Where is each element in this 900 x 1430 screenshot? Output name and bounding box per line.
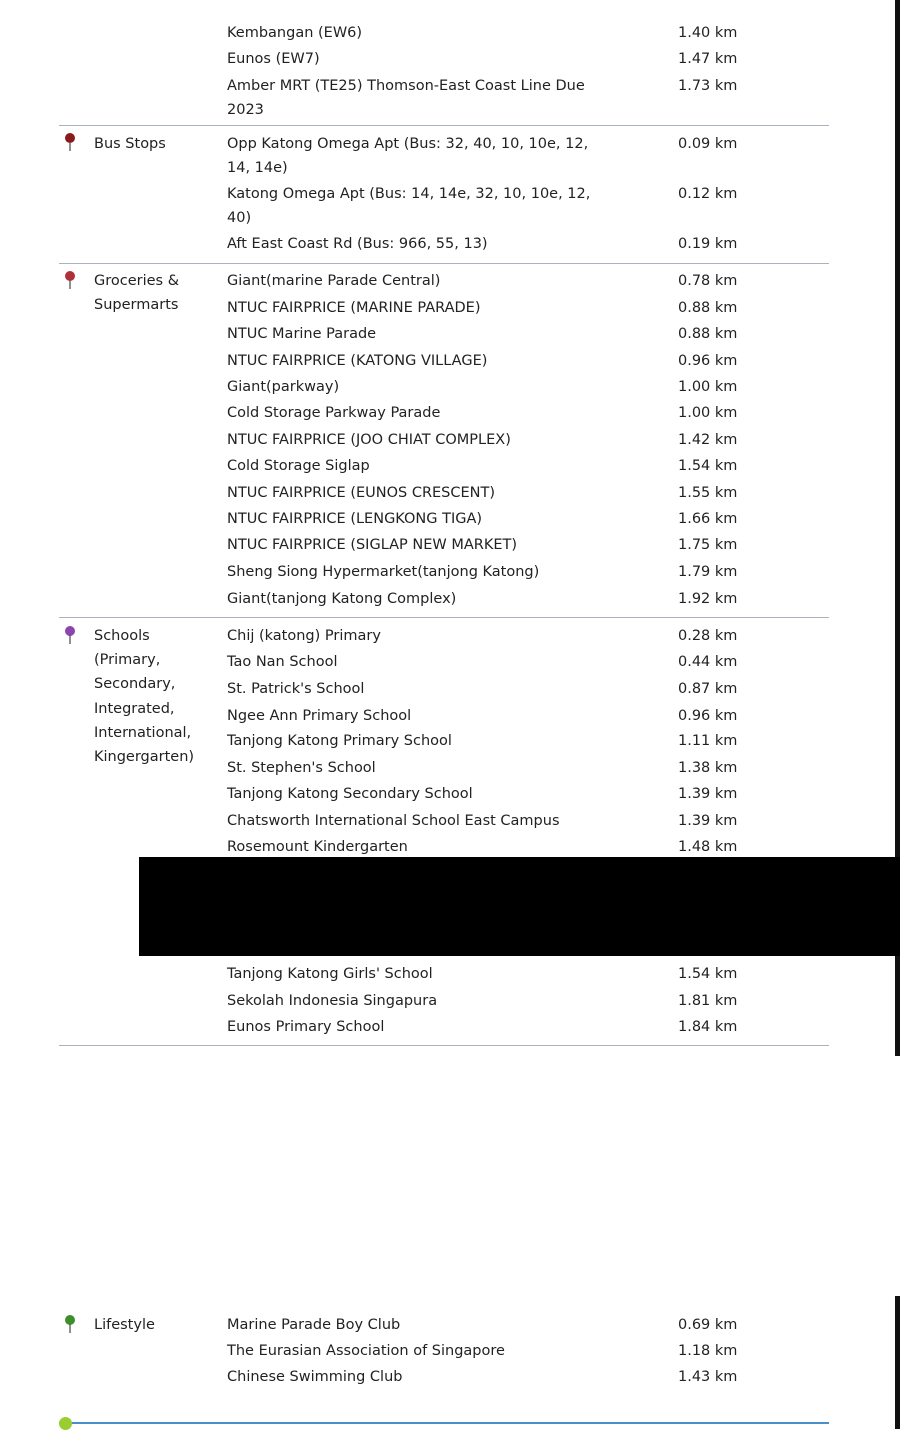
place-name: NTUC FAIRPRICE (JOO CHIAT COMPLEX) xyxy=(227,432,511,448)
category-label-line: Kingergarten) xyxy=(94,749,195,766)
page-edge xyxy=(895,1296,900,1429)
place-name: Giant(tanjong Katong Complex) xyxy=(227,591,457,607)
place-name: Tanjong Katong Girls' School xyxy=(227,966,433,982)
place-distance: 1.81 km xyxy=(678,993,738,1009)
place-name-line-2: 40) xyxy=(227,210,252,226)
list-item xyxy=(0,835,900,859)
list-item xyxy=(0,704,900,728)
place-distance: 1.75 km xyxy=(678,537,738,553)
list-item xyxy=(0,677,900,701)
place-name: Chij (katong) Primary xyxy=(227,628,381,644)
place-name-line-2: 14, 14e) xyxy=(227,160,288,176)
place-name: Aft East Coast Rd (Bus: 966, 55, 13) xyxy=(227,236,488,252)
place-distance: 1.84 km xyxy=(678,1019,738,1035)
list-item xyxy=(0,481,900,505)
list-item xyxy=(0,454,900,478)
place-name: Katong Omega Apt (Bus: 14, 14e, 32, 10, 10e, 12, xyxy=(227,186,591,202)
list-item xyxy=(0,650,900,674)
list-item-continuation xyxy=(0,98,900,122)
place-name: Amber MRT (TE25) Thomson-East Coast Line Due xyxy=(227,78,585,94)
place-distance: 1.00 km xyxy=(678,405,738,421)
list-item xyxy=(0,533,900,557)
place-name: Chatsworth International School East Campus xyxy=(227,813,560,829)
list-item xyxy=(0,782,900,806)
category-label-line: Integrated, xyxy=(94,700,175,717)
list-item xyxy=(0,507,900,531)
list-item-continuation xyxy=(0,156,900,180)
place-name: Tao Nan School xyxy=(227,654,338,670)
place-name: NTUC FAIRPRICE (EUNOS CRESCENT) xyxy=(227,485,496,501)
section-divider xyxy=(59,1045,829,1046)
page-edge xyxy=(895,0,900,857)
place-name: NTUC Marine Parade xyxy=(227,326,377,342)
place-distance: 0.88 km xyxy=(678,300,738,316)
place-distance: 1.18 km xyxy=(678,1343,738,1359)
place-name: Giant(parkway) xyxy=(227,379,340,395)
category-label-line: International, xyxy=(94,724,192,741)
place-distance: 0.96 km xyxy=(678,353,738,369)
place-name: Eunos Primary School xyxy=(227,1019,385,1035)
place-name: NTUC FAIRPRICE (LENGKONG TIGA) xyxy=(227,511,483,527)
list-item xyxy=(0,74,900,98)
place-distance: 1.47 km xyxy=(678,51,738,67)
place-name: Rosemount Kindergarten xyxy=(227,839,408,855)
list-item xyxy=(0,756,900,780)
place-name: Opp Katong Omega Apt (Bus: 32, 40, 10, 10e, 12, xyxy=(227,136,589,152)
list-item xyxy=(0,1015,900,1039)
place-distance: 0.28 km xyxy=(678,628,738,644)
place-name: Tanjong Katong Secondary School xyxy=(227,786,473,802)
list-item xyxy=(0,269,900,293)
place-name: Ngee Ann Primary School xyxy=(227,708,412,724)
place-distance: 0.69 km xyxy=(678,1317,738,1333)
place-name: NTUC FAIRPRICE (SIGLAP NEW MARKET) xyxy=(227,537,518,553)
section-divider xyxy=(59,263,829,264)
place-distance: 0.87 km xyxy=(678,681,738,697)
list-item xyxy=(0,1365,900,1389)
place-distance: 1.54 km xyxy=(678,458,738,474)
place-name: Sekolah Indonesia Singapura xyxy=(227,993,438,1009)
list-item xyxy=(0,1313,900,1337)
place-distance: 1.42 km xyxy=(678,432,738,448)
place-name: The Eurasian Association of Singapore xyxy=(227,1343,505,1359)
place-distance: 1.79 km xyxy=(678,564,738,580)
category-label-line: (Primary, xyxy=(94,652,161,669)
place-distance: 1.11 km xyxy=(678,733,738,749)
list-item-continuation xyxy=(0,206,900,230)
place-name: Tanjong Katong Primary School xyxy=(227,733,452,749)
list-item xyxy=(0,989,900,1013)
redaction-block xyxy=(139,857,900,956)
list-item xyxy=(0,296,900,320)
footer-divider xyxy=(59,1422,829,1424)
place-name: Chinese Swimming Club xyxy=(227,1369,403,1385)
place-distance: 1.48 km xyxy=(678,839,738,855)
list-item xyxy=(0,349,900,373)
list-item xyxy=(0,587,900,611)
place-distance: 1.43 km xyxy=(678,1369,738,1385)
list-item xyxy=(0,21,900,45)
list-item xyxy=(0,428,900,452)
place-name: Marine Parade Boy Club xyxy=(227,1317,401,1333)
place-distance: 1.39 km xyxy=(678,786,738,802)
category-label-line: Groceries & xyxy=(94,273,180,289)
place-name: Cold Storage Parkway Parade xyxy=(227,405,441,421)
place-distance: 1.92 km xyxy=(678,591,738,607)
place-name: Kembangan (EW6) xyxy=(227,25,363,41)
place-name-line-2: 2023 xyxy=(227,102,264,118)
place-distance: 1.00 km xyxy=(678,379,738,395)
place-distance: 0.78 km xyxy=(678,273,738,289)
category-label: Lifestyle xyxy=(94,1317,155,1333)
place-name: Giant(marine Parade Central) xyxy=(227,273,441,289)
place-distance: 1.54 km xyxy=(678,966,738,982)
place-distance: 0.09 km xyxy=(678,136,738,152)
place-name: NTUC FAIRPRICE (MARINE PARADE) xyxy=(227,300,481,316)
list-item xyxy=(0,729,900,753)
list-item xyxy=(0,560,900,584)
category-label-line: Supermarts xyxy=(94,297,179,314)
footer-dot xyxy=(59,1417,72,1430)
place-name: Eunos (EW7) xyxy=(227,51,320,67)
place-distance: 0.19 km xyxy=(678,236,738,252)
list-item xyxy=(0,624,900,648)
place-name: NTUC FAIRPRICE (KATONG VILLAGE) xyxy=(227,353,488,369)
list-item xyxy=(0,401,900,425)
list-item xyxy=(0,322,900,346)
place-distance: 1.40 km xyxy=(678,25,738,41)
place-name: St. Patrick's School xyxy=(227,681,365,697)
list-item xyxy=(0,1339,900,1363)
place-name: St. Stephen's School xyxy=(227,760,376,776)
section-divider xyxy=(59,617,829,618)
place-distance: 0.12 km xyxy=(678,186,738,202)
list-item xyxy=(0,182,900,206)
list-item xyxy=(0,962,900,986)
place-distance: 1.73 km xyxy=(678,78,738,94)
list-item xyxy=(0,132,900,156)
list-item xyxy=(0,375,900,399)
place-distance: 0.96 km xyxy=(678,708,738,724)
place-name: Sheng Siong Hypermarket(tanjong Katong) xyxy=(227,564,540,580)
place-distance: 1.55 km xyxy=(678,485,738,501)
list-item xyxy=(0,232,900,256)
list-item xyxy=(0,809,900,833)
place-distance: 0.44 km xyxy=(678,654,738,670)
section-divider xyxy=(59,125,829,126)
category-label-line: Secondary, xyxy=(94,676,176,693)
category-label-line: Schools xyxy=(94,628,150,644)
list-item xyxy=(0,47,900,71)
place-distance: 0.88 km xyxy=(678,326,738,342)
place-distance: 1.66 km xyxy=(678,511,738,527)
place-name: Cold Storage Siglap xyxy=(227,458,370,474)
category-label: Bus Stops xyxy=(94,136,166,152)
page-edge xyxy=(895,956,900,1056)
place-distance: 1.39 km xyxy=(678,813,738,829)
place-distance: 1.38 km xyxy=(678,760,738,776)
